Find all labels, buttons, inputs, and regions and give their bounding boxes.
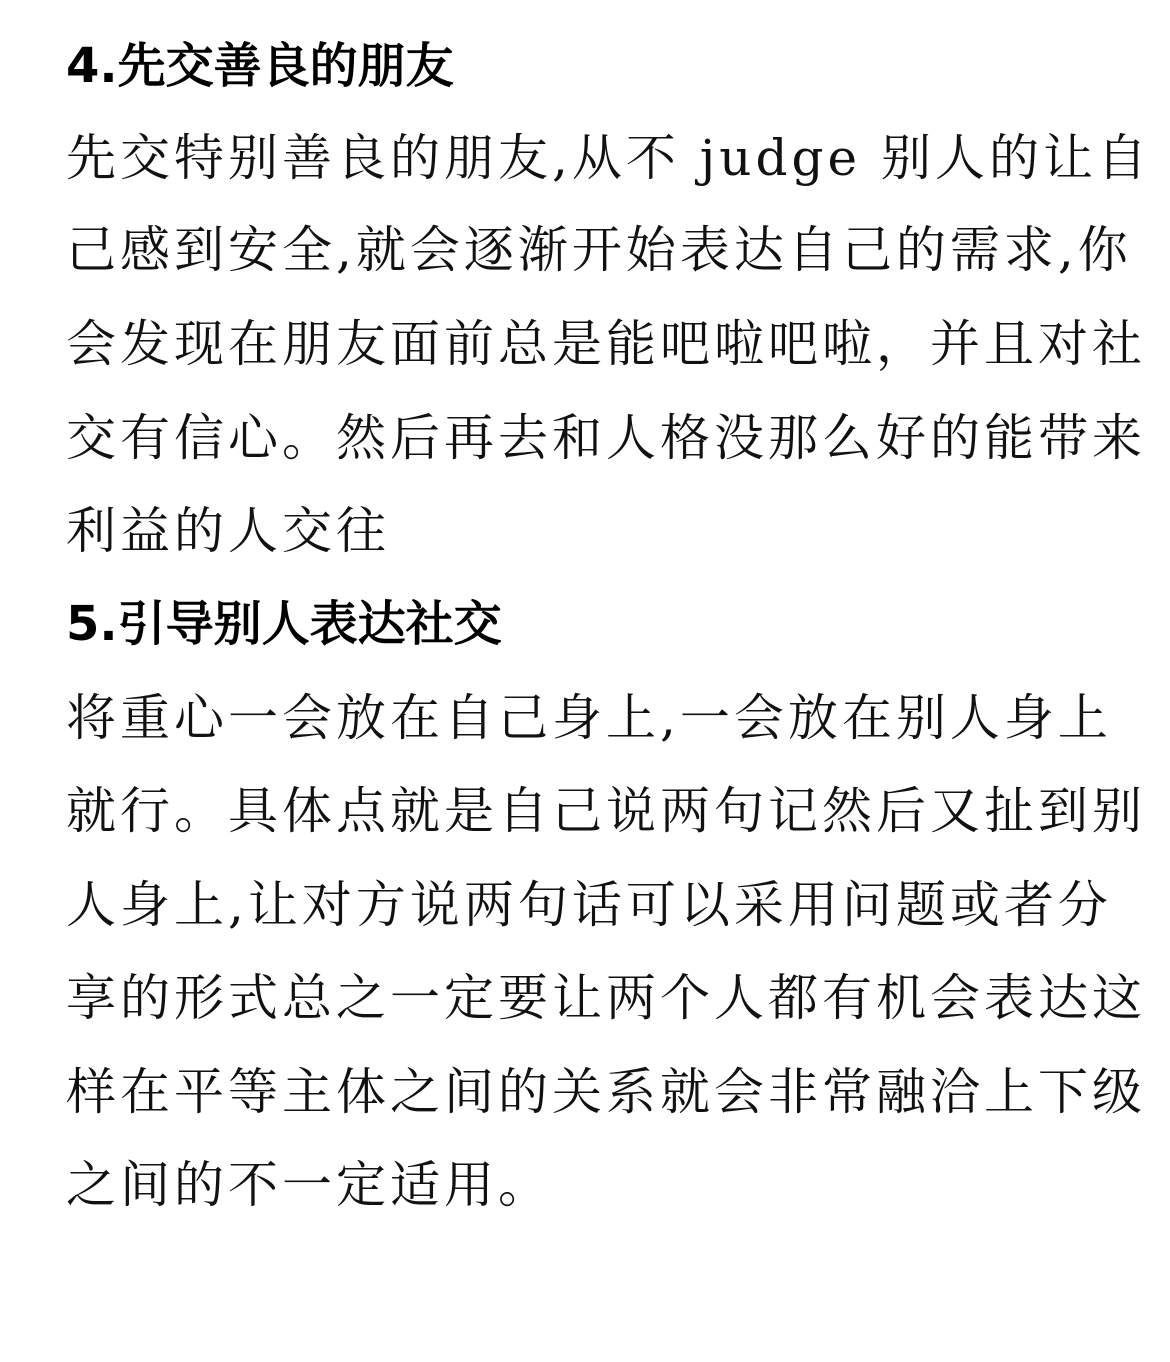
section-5-line-3: 人身上,让对方说两句话可以采用问题或者分: [66, 876, 1112, 934]
section-5-line-4: 享的形式总之一定要让两个人都有机会表达这: [66, 969, 1146, 1027]
section-4-line-1: 先交特别善良的朋友,从不 judge 别人的让自: [66, 129, 1151, 187]
section-5-line-6: 之间的不一定适用。: [66, 1156, 552, 1214]
section-4-line-2: 己感到安全,就会逐渐开始表达自己的需求,你: [66, 221, 1132, 279]
section-5-line-5: 样在平等主体之间的关系就会非常融洽上下级: [66, 1063, 1146, 1121]
section-5-heading: 5.引导别人表达社交: [66, 596, 502, 652]
section-4-line-3: 会发现在朋友面前总是能吧啦吧啦，并且对社: [66, 315, 1146, 373]
section-4-line-5: 利益的人交往: [66, 502, 390, 560]
section-4-heading: 4.先交善良的朋友: [66, 38, 454, 94]
section-4-line-4: 交有信心。然后再去和人格没那么好的能带来: [66, 409, 1146, 467]
section-5-line-1: 将重心一会放在自己身上,一会放在别人身上: [66, 689, 1112, 747]
section-5-line-2: 就行。具体点就是自己说两句记然后又扯到别: [66, 782, 1146, 840]
